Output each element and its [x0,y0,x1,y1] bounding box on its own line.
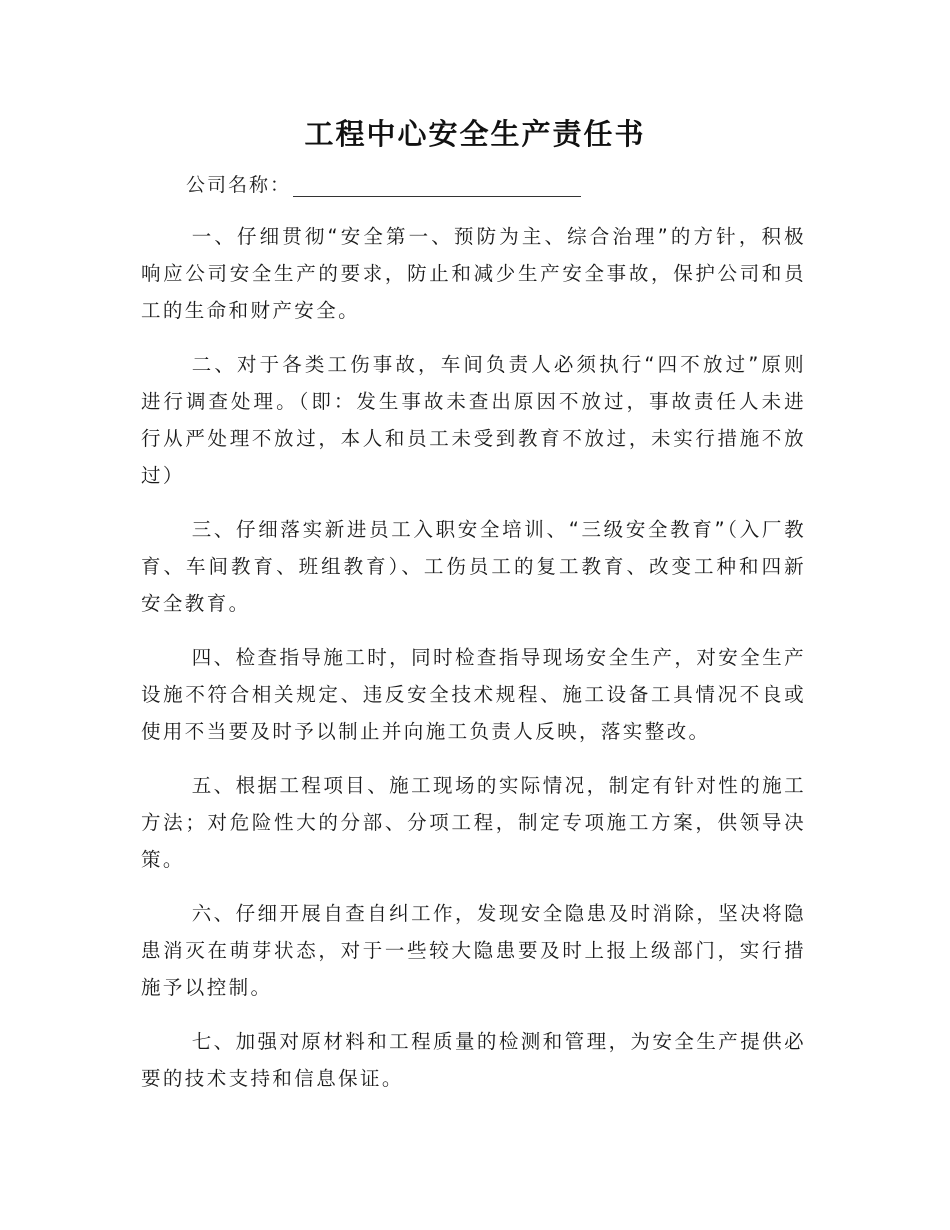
document-title: 工程中心安全生产责任书 [304,117,646,151]
paragraph-1: 一、仔细贯彻“安全第一、预防为主、综合治理”的方针，积极响应公司安全生产的要求，防止和减少生产安全事故，保护公司和员工的生命和财产安全。 [141,225,806,322]
paragraph-6: 六、仔细开展自查自纠工作，发现安全隐患及时消除，坚决将隐患消灭在萌芽状态，对于一些较大隐患要及时上报上级部门，实行措施予以控制。 [141,902,806,999]
document-body [141,218,806,1114]
paragraph-5: 五、根据工程项目、施工现场的实际情况，制定有针对性的施工方法；对危险性大的分部、分项工程，制定专项施工方案，供领导决策。 [141,774,806,871]
paragraph-7: 七、加强对原材料和工程质量的检测和管理，为安全生产提供必要的技术支持和信息保证。 [141,1030,806,1090]
company-name-line [186,170,581,197]
paragraph-2: 二、对于各类工伤事故，车间负责人必须执行“四不放过”原则进行调查处理。（即：发生事故未查出原因不放过，事故责任人未进行从严处理不放过，本人和员工未受到教育不放过，未实行措施不放过） [141,353,806,487]
paragraph-3: 三、仔细落实新进员工入职安全培训、“三级安全教育”（入厂教育、车间教育、班组教育）、工伤员工的复工教育、改变工种和四新安全教育。 [141,518,806,615]
paragraph-4: 四、检查指导施工时，同时检查指导现场安全生产，对安全生产设施不符合相关规定、违反安全技术规程、施工设备工具情况不良或使用不当要及时予以制止并向施工负责人反映，落实整改。 [141,646,806,743]
company-name-label: 公司名称： [186,174,292,196]
company-name-blank [293,176,581,197]
